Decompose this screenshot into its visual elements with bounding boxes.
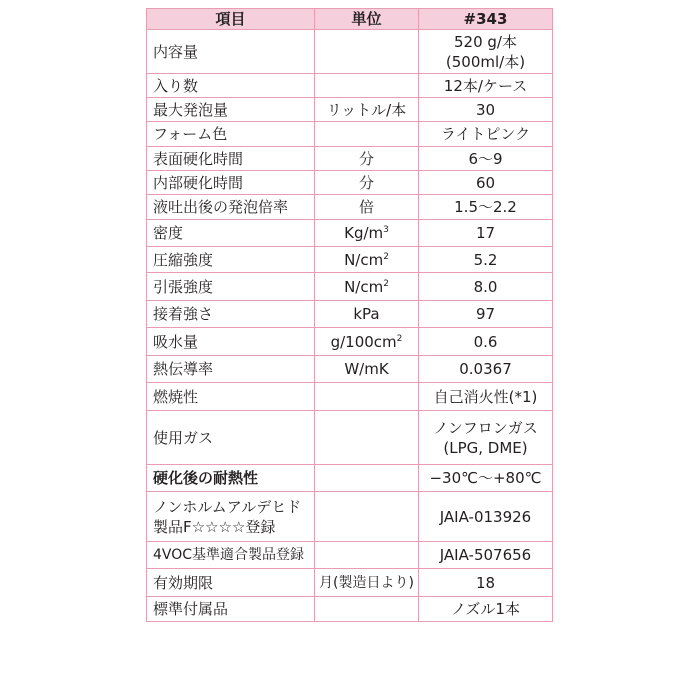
value-cell xyxy=(419,30,553,74)
item-cell: 使用ガス xyxy=(147,411,315,465)
unit-cell xyxy=(315,328,419,356)
unit-text: Kg/m xyxy=(344,224,384,242)
unit-text: N/cm xyxy=(344,250,384,269)
item-cell: 内部硬化時間 xyxy=(147,171,315,195)
header-unit: 単位 xyxy=(315,9,419,30)
unit-superscript: 2 xyxy=(383,278,389,289)
value-cell: 0.6 xyxy=(419,328,553,356)
unit-superscript: 2 xyxy=(383,251,389,262)
item-cell: 熱伝導率 xyxy=(147,356,315,383)
unit-cell xyxy=(315,542,419,569)
value-cell: 0.0367 xyxy=(419,356,553,383)
table-row xyxy=(147,465,553,492)
spec-table xyxy=(146,8,553,622)
unit-cell xyxy=(315,74,419,98)
header-item: 項目 xyxy=(147,9,315,30)
item-cell: 硬化後の耐熱性 xyxy=(147,465,315,492)
unit-superscript: 3 xyxy=(383,225,389,235)
table-row xyxy=(147,356,553,383)
value-cell: 5.2 xyxy=(419,247,553,273)
value-cell: 97 xyxy=(419,301,553,328)
unit-cell xyxy=(315,122,419,147)
item-cell: 最大発泡量 xyxy=(147,98,315,122)
value-cell: 8.0 xyxy=(419,273,553,301)
unit-cell xyxy=(315,465,419,492)
item-line: ノンホルムアルデヒド xyxy=(153,497,302,516)
table-row xyxy=(147,383,553,411)
unit-cell xyxy=(315,247,419,273)
item-cell: 入り数 xyxy=(147,74,315,98)
item-cell: フォーム色 xyxy=(147,122,315,147)
item-cell: 圧縮強度 xyxy=(147,247,315,273)
value-cell: ライトピンク xyxy=(419,122,553,147)
header-row xyxy=(147,9,553,30)
item-cell: 接着強さ xyxy=(147,301,315,328)
unit-cell xyxy=(315,273,419,301)
unit-cell xyxy=(315,30,419,74)
table-row xyxy=(147,220,553,247)
value-line: (500ml/本) xyxy=(445,52,526,71)
table-row xyxy=(147,542,553,569)
value-line: 520 g/本 xyxy=(454,32,517,51)
value-cell: 60 xyxy=(419,171,553,195)
table-row xyxy=(147,301,553,328)
table-row xyxy=(147,74,553,98)
item-cell: 標準付属品 xyxy=(147,597,315,622)
item-cell: 有効期限 xyxy=(147,569,315,597)
item-cell: 表面硬化時間 xyxy=(147,147,315,171)
table-row xyxy=(147,328,553,356)
value-cell: 17 xyxy=(419,220,553,247)
value-cell: JAIA-013926 xyxy=(419,492,553,542)
table-row xyxy=(147,171,553,195)
unit-cell xyxy=(315,411,419,465)
table-row xyxy=(147,569,553,597)
value-cell: ノズル1本 xyxy=(419,597,553,622)
table-row xyxy=(147,147,553,171)
unit-cell xyxy=(315,492,419,542)
unit-text: N/cm xyxy=(344,277,384,296)
unit-cell: リットル/本 xyxy=(315,98,419,122)
value-cell: 18 xyxy=(419,569,553,597)
unit-cell xyxy=(315,383,419,411)
table-row xyxy=(147,492,553,542)
header-product: #343 xyxy=(419,9,553,30)
unit-text: g/100cm xyxy=(330,332,397,351)
item-cell: 引張強度 xyxy=(147,273,315,301)
item-cell: 4VOC基準適合製品登録 xyxy=(147,542,315,569)
item-cell: 内容量 xyxy=(147,30,315,74)
value-line: ノンフロンガス xyxy=(433,418,538,437)
item-cell: 密度 xyxy=(147,220,315,247)
unit-cell: kPa xyxy=(315,301,419,328)
table-row xyxy=(147,195,553,220)
table-row xyxy=(147,122,553,147)
unit-superscript: 2 xyxy=(396,333,403,344)
unit-cell xyxy=(315,220,419,247)
item-cell: 液吐出後の発泡倍率 xyxy=(147,195,315,220)
value-cell xyxy=(419,411,553,465)
value-cell: 30 xyxy=(419,98,553,122)
unit-cell: 分 xyxy=(315,147,419,171)
unit-cell xyxy=(315,597,419,622)
unit-cell: 倍 xyxy=(315,195,419,220)
table-row xyxy=(147,273,553,301)
item-cell xyxy=(147,492,315,542)
unit-cell: 分 xyxy=(315,171,419,195)
table-row xyxy=(147,98,553,122)
value-cell: 自己消火性(*1) xyxy=(419,383,553,411)
value-cell: 1.5〜2.2 xyxy=(419,195,553,220)
table-row xyxy=(147,597,553,622)
unit-cell: 月(製造日より) xyxy=(315,569,419,597)
item-cell: 燃焼性 xyxy=(147,383,315,411)
unit-cell: W/mK xyxy=(315,356,419,383)
value-cell: 12本/ケース xyxy=(419,74,553,98)
item-line: 製品F☆☆☆☆登録 xyxy=(153,517,276,536)
value-cell: −30℃〜+80℃ xyxy=(419,465,553,492)
value-cell: 6〜9 xyxy=(419,147,553,171)
table-row xyxy=(147,30,553,74)
table-row xyxy=(147,247,553,273)
value-line: (LPG, DME) xyxy=(443,438,528,457)
item-cell: 吸水量 xyxy=(147,328,315,356)
table-row xyxy=(147,411,553,465)
value-cell: JAIA-507656 xyxy=(419,542,553,569)
